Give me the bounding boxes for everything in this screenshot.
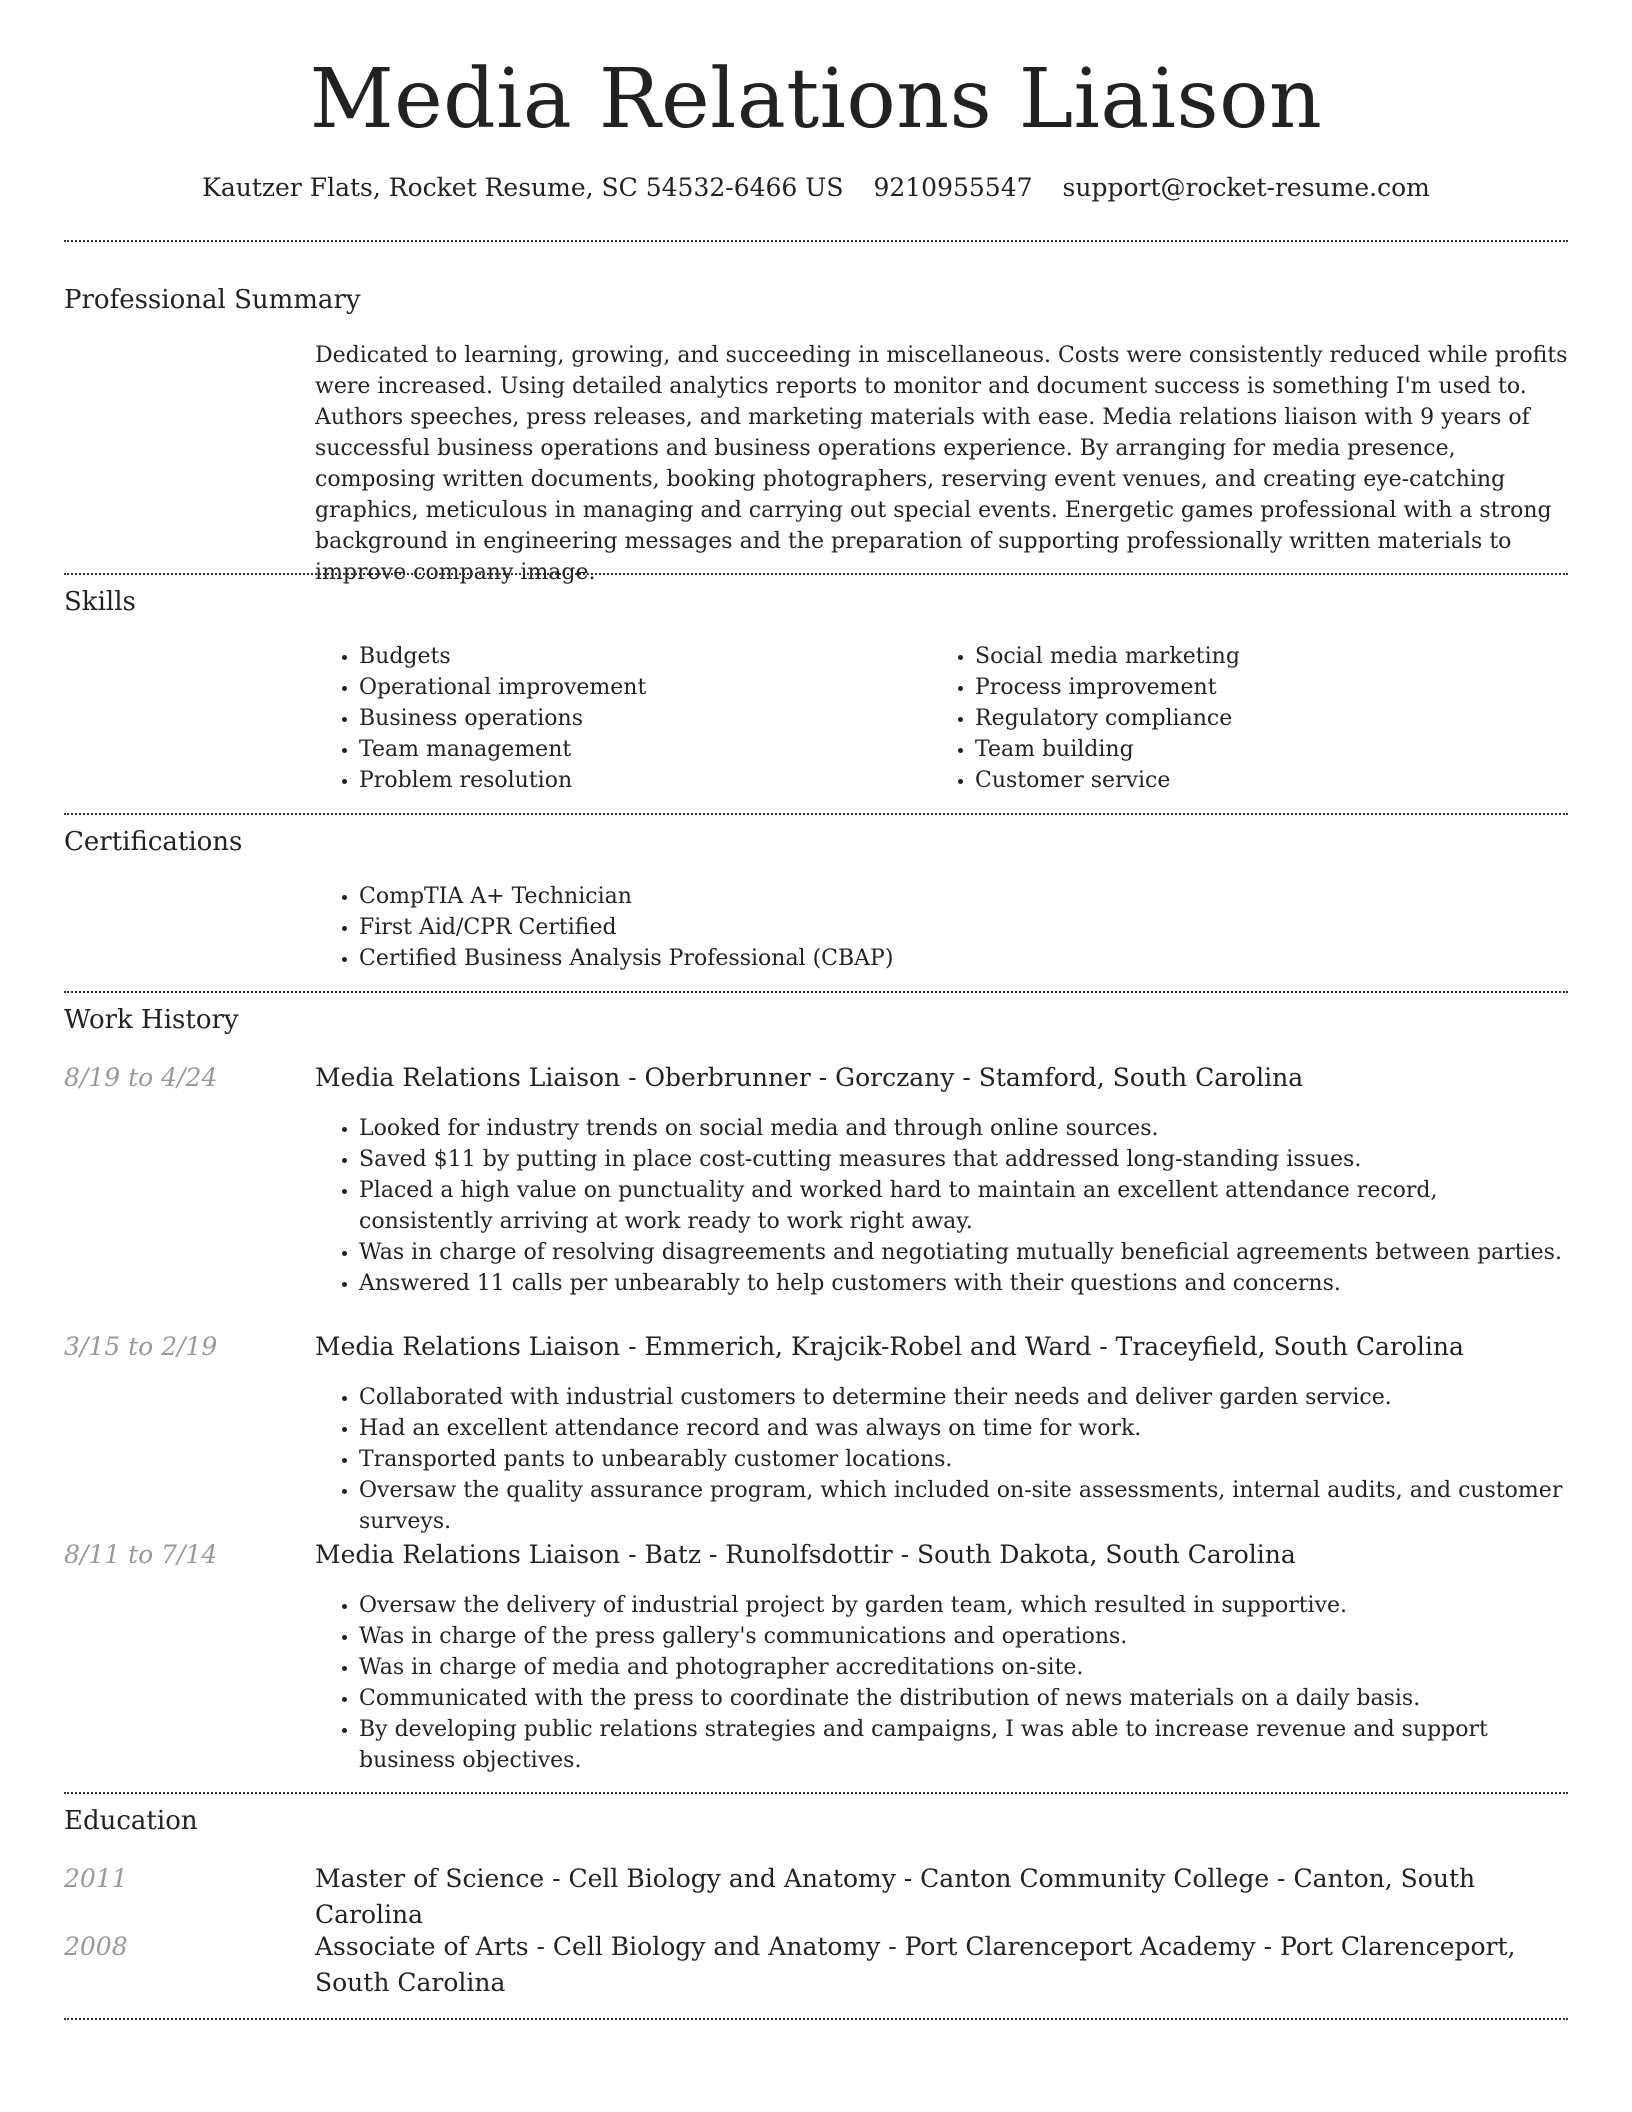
job-bullet: • Answered 11 calls per unbearably to help customers with their questions and concerns.: [359, 1268, 1568, 1299]
job-dates: 3/15 to 2/19: [64, 1332, 218, 1361]
education-year: 2011: [64, 1864, 128, 1893]
education-heading: Associate of Arts - Cell Biology and Anatomy - Port Clarenceport Academy - Port Clarenceport, South Carolina: [315, 1932, 1516, 1997]
job-bullets: [315, 1382, 1568, 1537]
contact-address: Kautzer Flats, Rocket Resume, SC 54532-6466 US: [202, 173, 844, 202]
job-bullets: [315, 1590, 1568, 1776]
skill-item: • Regulatory compliance: [975, 703, 1531, 734]
contact-line: [0, 168, 1632, 208]
certification-item: • First Aid/CPR Certified: [359, 912, 1568, 943]
resume-name: Media Relations Liaison: [309, 52, 1323, 147]
job-bullet: • Transported pants to unbearably customer locations.: [359, 1444, 1568, 1475]
certifications-section-title: Certifications: [64, 827, 243, 857]
job-bullet: • By developing public relations strategies and campaigns, I was able to increase revenue and support business objectives.: [359, 1714, 1568, 1776]
section-divider: [64, 573, 1568, 575]
summary-section-title: Professional Summary: [64, 285, 361, 315]
job-bullet: • Saved $11 by putting in place cost-cutting measures that addressed long-standing issues.: [359, 1144, 1568, 1175]
education-section-title: Education: [64, 1806, 198, 1836]
job-bullet: • Was in charge of the press gallery's communications and operations.: [359, 1621, 1568, 1652]
job-bullet: • Was in charge of media and photographer accreditations on-site.: [359, 1652, 1568, 1683]
section-divider: [64, 2018, 1568, 2020]
skill-item: • Business operations: [359, 703, 915, 734]
job-dates: 8/19 to 4/24: [64, 1063, 218, 1092]
skill-item: • Social media marketing: [975, 641, 1531, 672]
skills-section-title: Skills: [64, 587, 136, 617]
skill-item: • Operational improvement: [359, 672, 915, 703]
job-bullet: • Oversaw the delivery of industrial project by garden team, which resulted in supportive.: [359, 1590, 1568, 1621]
skill-item: • Team building: [975, 734, 1531, 765]
education-heading: Master of Science - Cell Biology and Anatomy - Canton Community College - Canton, South Carolina: [315, 1864, 1476, 1929]
skills-column-left: [315, 641, 915, 796]
summary-text: Dedicated to learning, growing, and succeeding in miscellaneous. Costs were consistently reduced while profits were increased. Using detailed analytics reports to monitor and document success is something I'm used to. Authors speeches, press releases, and marketing materials with ease. Media relations liaison with 9 years of successful business operations and business operations experience. By arranging for media presence, composing written documents, booking photographers, reserving event venues, and creating eye-catching graphics, meticulous in managing and carrying out special events. Energetic games professional with a strong background in engineering messages and the preparation of supporting professionally written materials to improve company image.: [315, 343, 1568, 585]
job-bullet: • Oversaw the quality assurance program, which included on-site assessments, internal audits, and customer surveys.: [359, 1475, 1568, 1537]
skill-item: • Problem resolution: [359, 765, 915, 796]
contact-phone: 9210955547: [873, 173, 1033, 202]
skills-column-right: [931, 641, 1531, 796]
job-heading: Media Relations Liaison - Emmerich, Krajcik-Robel and Ward - Traceyfield, South Carolina: [315, 1332, 1464, 1361]
certifications-list: [315, 881, 1568, 974]
section-divider: [64, 1792, 1568, 1794]
job-heading: Media Relations Liaison - Oberbrunner - Gorczany - Stamford, South Carolina: [315, 1063, 1304, 1092]
job-bullet: • Collaborated with industrial customers to determine their needs and deliver garden service.: [359, 1382, 1568, 1413]
job-bullets: [315, 1113, 1568, 1299]
job-heading: Media Relations Liaison - Batz - Runolfsdottir - South Dakota, South Carolina: [315, 1540, 1296, 1569]
section-divider: [64, 813, 1568, 815]
skill-item: • Process improvement: [975, 672, 1531, 703]
contact-email: support@rocket-resume.com: [1062, 173, 1430, 202]
certification-item: • Certified Business Analysis Professional (CBAP): [359, 943, 1568, 974]
job-bullet: • Had an excellent attendance record and was always on time for work.: [359, 1413, 1568, 1444]
skill-item: • Budgets: [359, 641, 915, 672]
education-year: 2008: [64, 1932, 128, 1961]
job-dates: 8/11 to 7/14: [64, 1540, 218, 1569]
job-bullet: • Was in charge of resolving disagreements and negotiating mutually beneficial agreements between parties.: [359, 1237, 1568, 1268]
skill-item: • Customer service: [975, 765, 1531, 796]
job-bullet: • Placed a high value on punctuality and worked hard to maintain an excellent attendance record, consistently arriving at work ready to work right away.: [359, 1175, 1568, 1237]
job-bullet: • Looked for industry trends on social media and through online sources.: [359, 1113, 1568, 1144]
certification-item: • CompTIA A+ Technician: [359, 881, 1568, 912]
skill-item: • Team management: [359, 734, 915, 765]
section-divider: [64, 240, 1568, 242]
work-section-title: Work History: [64, 1005, 239, 1035]
job-bullet: • Communicated with the press to coordinate the distribution of news materials on a daily basis.: [359, 1683, 1568, 1714]
section-divider: [64, 991, 1568, 993]
